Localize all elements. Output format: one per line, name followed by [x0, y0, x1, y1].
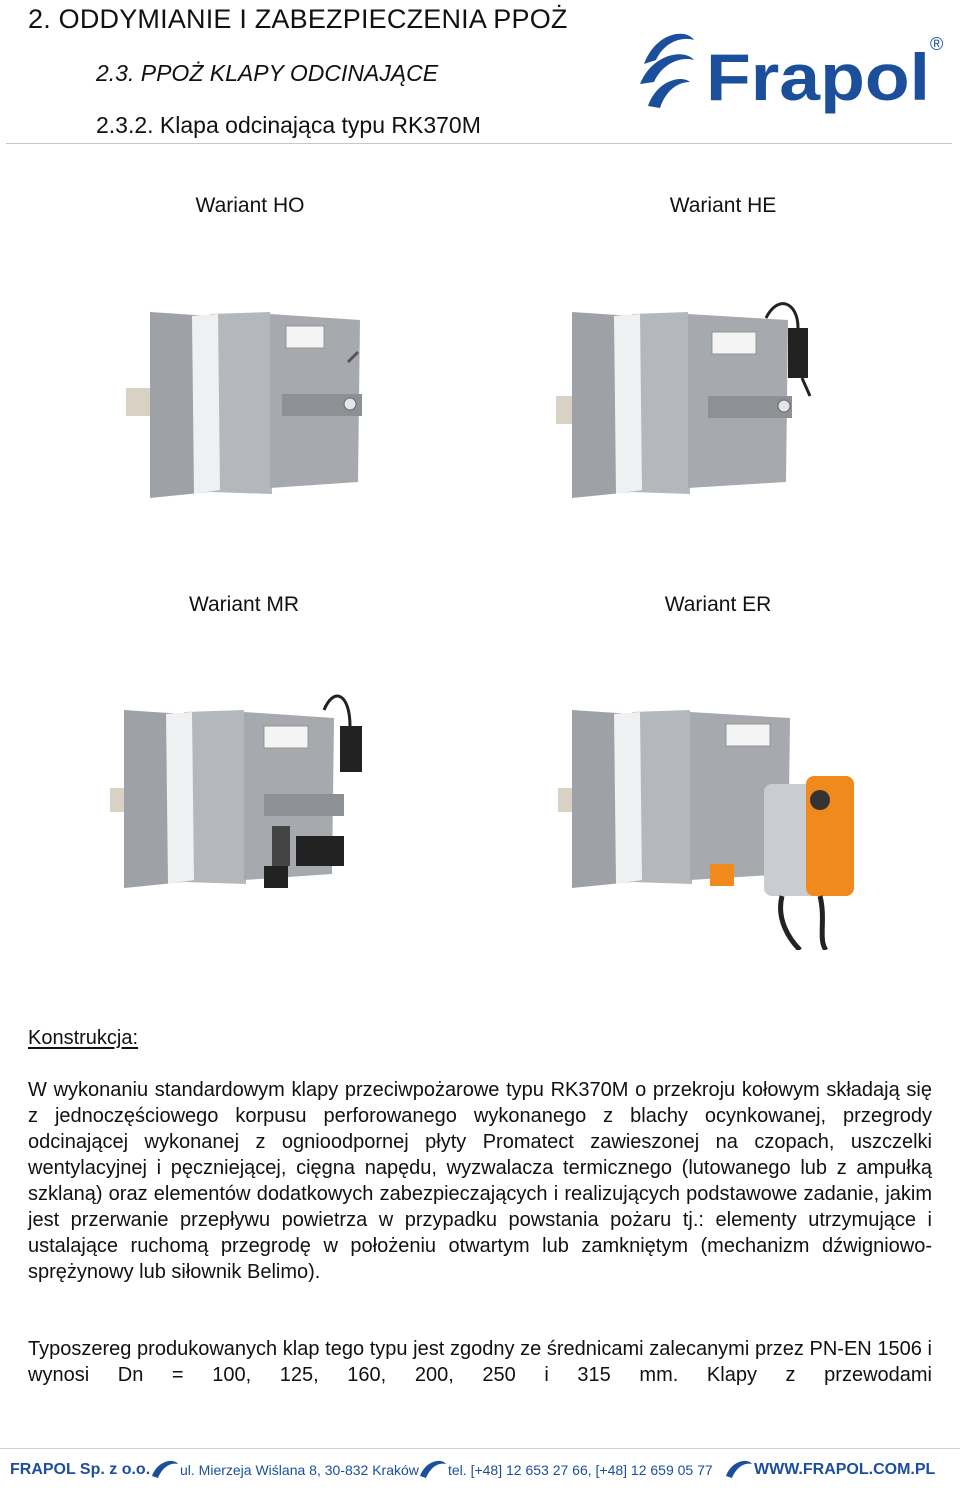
variant-label-mr: Wariant MR [188, 593, 300, 616]
section-heading: 2. ODDYMIANIE I ZABEZPIECZENIA PPOŻ [28, 4, 568, 34]
damper-ho-photo [110, 292, 430, 552]
frapol-logo [634, 24, 950, 120]
variant-label-er: Wariant ER [664, 593, 772, 616]
construction-paragraph: W wykonaniu standardowym klapy przeciwpożarowe typu RK370M o przekroju kołowym składają się z jednoczęściowego korpusu perforowanego wykonanego z blachy ocynkowanej, przegrody odcinającej wykonanej z ognioodpornej płyty Promatect zawieszonej na czopach, uszczelki wentylacyjnej i pęczniejącej, cięgna napędu, wyzwalacza termicznego (lutowanego lub z ampułką szklaną) oraz elementów dodatkowych zabezpieczających i realizujących podstawowe zadanie, jakim jest przerwanie przepływu powietrza w przypadku powstania pożaru tj.: elementy utrzymujące i ustalające ruchomą przegrodę w położeniu otwartym lub zamkniętym (mechanizm dźwigniowo-sprężynowy lub siłownik Belimo). [28, 1079, 932, 1283]
registered-mark: ® [930, 34, 944, 54]
damper-mr-photo [104, 690, 424, 950]
footer-swoosh-icon [724, 1456, 754, 1484]
header-divider [6, 143, 952, 144]
subsubsection-heading: 2.3.2. Klapa odcinająca typu RK370M [96, 112, 481, 138]
logo-wordmark: Frapol [706, 40, 930, 114]
damper-er-photo [550, 690, 870, 950]
variant-label-he: Wariant HE [669, 194, 777, 217]
footer-phone: tel. [+48] 12 653 27 66, [+48] 12 659 05 77 [448, 1462, 713, 1478]
footer-company: FRAPOL Sp. z o.o. [10, 1461, 151, 1478]
footer-website[interactable]: WWW.FRAPOL.COM.PL [754, 1461, 936, 1478]
variant-label-ho: Wariant HO [195, 194, 305, 217]
footer-divider [0, 1448, 960, 1449]
footer-swoosh-icon [150, 1456, 180, 1484]
frapol-swoosh-icon [640, 34, 694, 108]
subsection-heading: 2.3. PPOŻ KLAPY ODCINAJĄCE [96, 60, 439, 86]
series-paragraph: Typoszereg produkowanych klap tego typu jest zgodny ze średnicami zalecanymi przez PN-EN 1506 i wynosi Dn = 100, 125, 160, 200, 250 i 315 mm. Klapy z przewodami [28, 1338, 932, 1386]
construction-title: Konstrukcja: [28, 1027, 139, 1049]
footer-swoosh-icon [418, 1456, 448, 1484]
damper-he-photo [548, 292, 868, 552]
footer-address: ul. Mierzeja Wiślana 8, 30-832 Kraków [180, 1462, 419, 1478]
page-footer [0, 1452, 960, 1490]
